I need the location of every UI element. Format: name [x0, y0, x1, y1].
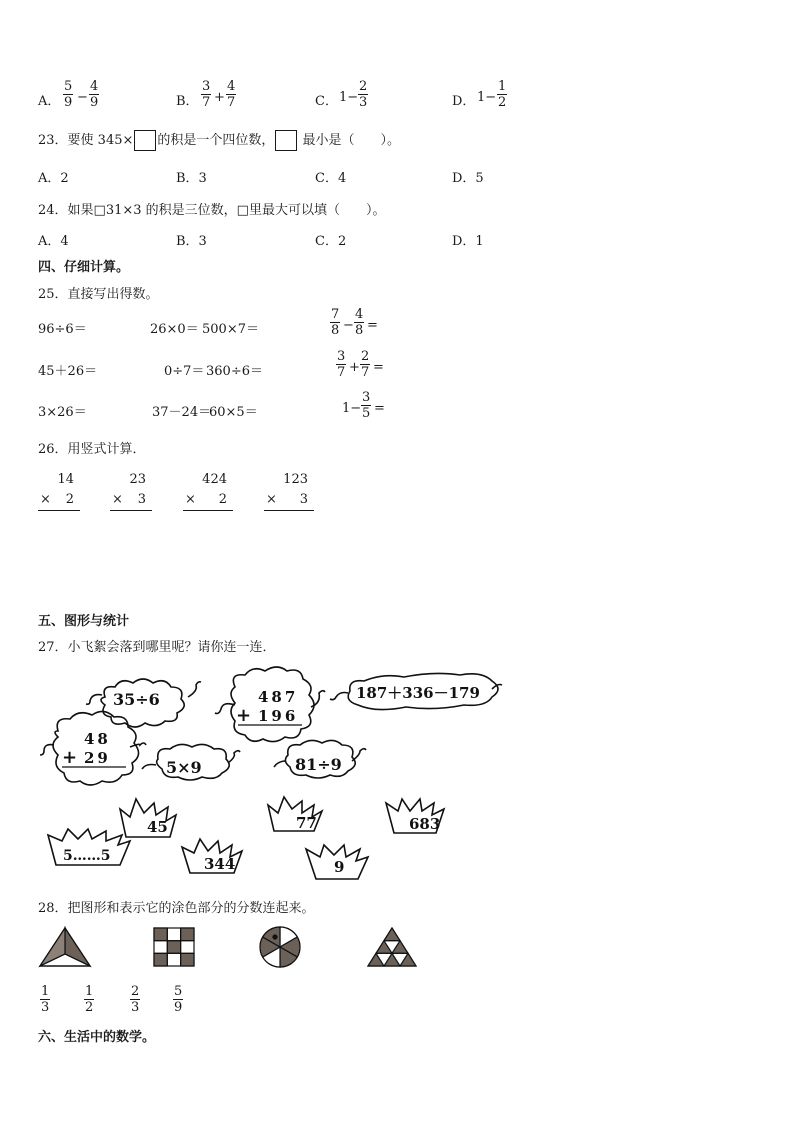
grass-1-text: 45	[147, 818, 168, 836]
numerator: 1	[85, 984, 94, 999]
numerator: 2	[131, 984, 140, 999]
cloud-4-top: 48	[84, 730, 111, 748]
q22-c-lead: 1−	[339, 90, 359, 105]
q23-blank-box-1[interactable]	[134, 130, 156, 151]
q23-blank-box-2[interactable]	[275, 130, 297, 151]
denominator: 2	[85, 1000, 94, 1015]
cloud-4-op: +	[62, 747, 78, 768]
q25-f2-eq: =	[373, 360, 384, 375]
q22-b-frac1	[201, 79, 211, 110]
numerator: 7	[331, 307, 340, 322]
cloud-2-op: +	[236, 705, 252, 726]
q23-question	[38, 129, 400, 151]
q25-r3-c1: 3×26＝	[38, 405, 87, 420]
q25-f3-lead: 1−	[342, 401, 362, 416]
section-5-heading: 五、图形与统计	[38, 614, 130, 629]
q22-option-a-letter[interactable]: A．	[38, 94, 61, 109]
denominator: 9	[64, 95, 73, 110]
cloud-6-text: 81÷9	[295, 755, 342, 774]
q25-f1-a	[330, 307, 340, 338]
q28-frac-2[interactable]	[84, 984, 94, 1015]
q26-problem-2	[110, 472, 152, 511]
q23-option-c[interactable]: C．4	[315, 171, 347, 186]
q28-title: 28．把图形和表示它的涂色部分的分数连起来。	[38, 901, 315, 916]
grass-4-text: 5……5	[63, 848, 111, 864]
q25-r2-c2: 0÷7＝	[164, 364, 205, 379]
denominator: 3	[131, 1000, 140, 1015]
denominator: 9	[174, 1000, 183, 1015]
denominator: 5	[362, 406, 371, 421]
shaded-triforce-shape	[368, 928, 416, 966]
q22-option-b-letter[interactable]: B．	[176, 94, 199, 109]
q22-a-frac2	[89, 79, 99, 110]
q26-problem-4	[264, 472, 314, 511]
cloud-3-text: 187＋336－179	[356, 684, 480, 702]
q24-option-d[interactable]: D．1	[452, 234, 484, 249]
numerator: 4	[227, 79, 236, 94]
q24-option-b[interactable]: B．3	[176, 234, 207, 249]
shaded-triangle-shape	[40, 928, 90, 966]
multiplier: 2	[65, 492, 74, 507]
section-6-heading: 六、生活中的数学。	[38, 1030, 156, 1045]
q23-text-3: 最小是（ ）。	[298, 133, 401, 148]
q22-b-op: +	[214, 90, 225, 105]
shaded-grid-shape	[154, 928, 194, 966]
q23-option-d[interactable]: D．5	[452, 171, 484, 186]
q26-title: 26．用竖式计算．	[38, 442, 146, 457]
multiplier: 2	[218, 492, 227, 507]
q26-problem-3	[183, 472, 233, 511]
q28-frac-4[interactable]	[173, 984, 183, 1015]
q23-text-2: 的积是一个四位数，	[157, 133, 275, 148]
q28-frac-1[interactable]	[40, 984, 50, 1015]
multiplicand: 123	[283, 472, 308, 487]
cloud-4-bot: 29	[84, 749, 111, 767]
grass-3-text: 683	[409, 815, 441, 833]
q25-f3-b	[361, 390, 371, 421]
grass-2-text: 77	[296, 814, 317, 832]
q25-r3-c2: 37－24＝	[152, 405, 212, 420]
times-sign: ×	[40, 492, 51, 507]
multiplier: 3	[137, 492, 146, 507]
q28-shapes	[36, 924, 426, 970]
denominator: 7	[227, 95, 236, 110]
q22-option-c-letter[interactable]: C．	[315, 94, 338, 109]
multiplicand: 23	[129, 472, 146, 487]
q25-r2-c1: 45＋26＝	[38, 364, 98, 379]
q22-c-frac	[358, 79, 368, 110]
q25-r1-c2: 26×0＝	[150, 322, 199, 337]
cloud-5-text: 5×9	[166, 758, 202, 777]
denominator: 8	[331, 323, 340, 338]
q27-illustration	[30, 665, 510, 880]
denominator: 9	[90, 95, 99, 110]
grass-5-text: 344	[204, 855, 236, 873]
q25-title: 25．直接写出得数。	[38, 287, 159, 302]
q25-f1-b	[354, 307, 364, 338]
cloud-2-bot: 196	[258, 707, 299, 725]
denominator: 7	[202, 95, 211, 110]
q24-option-c[interactable]: C．2	[315, 234, 347, 249]
denominator: 2	[498, 95, 507, 110]
numerator: 3	[202, 79, 211, 94]
numerator: 2	[361, 349, 370, 364]
denominator: 8	[355, 323, 364, 338]
q25-f2-b	[360, 349, 370, 380]
denominator: 7	[337, 365, 346, 380]
times-sign: ×	[185, 492, 196, 507]
times-sign: ×	[266, 492, 277, 507]
q26-problem-1	[38, 472, 80, 511]
section-4-heading: 四、仔细计算。	[38, 260, 130, 275]
denominator: 7	[361, 365, 370, 380]
multiplicand: 424	[202, 472, 227, 487]
q25-r3-c3: 60×5＝	[209, 405, 258, 420]
q22-a-frac1	[63, 79, 73, 110]
numerator: 2	[359, 79, 368, 94]
denominator: 3	[359, 95, 368, 110]
q22-d-frac	[497, 79, 507, 110]
times-sign: ×	[112, 492, 123, 507]
q22-b-frac2	[226, 79, 236, 110]
q24-option-a[interactable]: A．4	[38, 234, 69, 249]
q25-f1-eq: =	[367, 318, 378, 333]
numerator: 1	[41, 984, 50, 999]
numerator: 1	[498, 79, 507, 94]
q25-r1-c3: 500×7＝	[202, 322, 259, 337]
multiplier: 3	[299, 492, 308, 507]
grass-6-text: 9	[334, 858, 345, 876]
shaded-circle-shape	[260, 927, 300, 967]
numerator: 3	[337, 349, 346, 364]
q23-option-a[interactable]: A．2	[38, 171, 69, 186]
q22-d-lead: 1−	[477, 90, 497, 105]
q22-a-op: −	[77, 90, 88, 105]
q27-title: 27．小飞絮会落到哪里呢？请你连一连．	[38, 640, 276, 655]
q25-f1-op: −	[343, 318, 354, 333]
q24-question: 24．如果□31×3 的积是三位数，□里最大可以填（ ）。	[38, 203, 386, 218]
cloud-1-text: 35÷6	[113, 690, 160, 709]
cloud-2-top: 487	[258, 688, 299, 706]
q25-f3-eq: =	[374, 401, 385, 416]
numerator: 4	[355, 307, 364, 322]
q25-f2-a	[336, 349, 346, 380]
numerator: 5	[64, 79, 73, 94]
numerator: 4	[90, 79, 99, 94]
numerator: 3	[362, 390, 371, 405]
denominator: 3	[41, 1000, 50, 1015]
numerator: 5	[174, 984, 183, 999]
q23-text-1: 23．要使 345×	[38, 133, 134, 148]
q23-option-b[interactable]: B．3	[176, 171, 207, 186]
q25-f2-op: +	[349, 360, 360, 375]
q25-r1-c1: 96÷6＝	[38, 322, 87, 337]
multiplicand: 14	[57, 472, 74, 487]
q25-r2-c3: 360÷6＝	[206, 364, 263, 379]
q22-option-d-letter[interactable]: D．	[452, 94, 476, 109]
q28-frac-3[interactable]	[130, 984, 140, 1015]
